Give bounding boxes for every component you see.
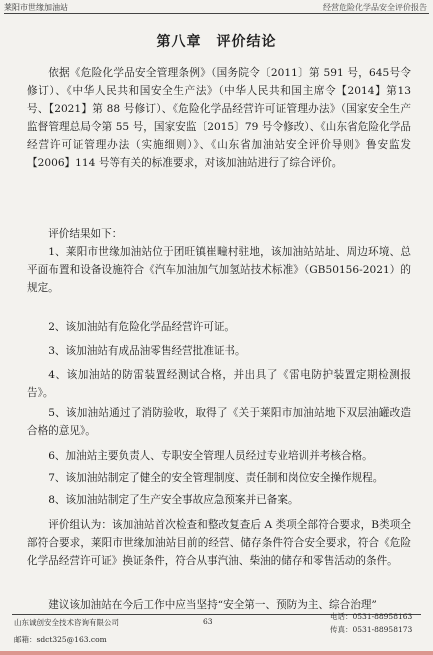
suggestion-paragraph: 建议该加油站在今后工作中应当坚持“安全第一、预防为主、综合治理” [48,599,377,611]
result-item-2: 2、该加油站有危险化学品经营许可证。 [48,321,236,333]
result-item-1: 1、莱阳市世缘加油站位于团旺镇崔疃村驻地，该加油站站址、周边环境、总平面布置和设备设施符合《汽车加油加气加氢站技术标准》（GB50156-2021）的规定。 [27,246,411,294]
header-divider [4,13,429,14]
results-block-5 [27,404,411,440]
result-item-6: 6、加油站主要负责人、专职安全管理人员经过专业培训并考核合格。 [48,450,373,462]
results-heading: 评价结果如下： [48,228,123,240]
conclusion-block [27,516,411,570]
results-block-8 [27,491,411,509]
results-block-4 [27,366,411,402]
footer-fax: 传真：0531-88958173 [330,625,413,634]
result-item-8: 8、该加油站制定了生产安全事故应急预案并已备案。 [48,494,299,506]
result-item-7: 7、该加油站制定了健全的安全管理制度、责任制和岗位安全操作规程。 [48,472,384,484]
results-block-7 [27,469,411,487]
header-left: 莱阳市世缘加油站 [4,3,68,12]
header-right: 经营危险化学品安全评价报告 [323,3,427,12]
bottom-edge-strip [0,651,433,655]
intro-block [27,64,411,172]
chapter-title: 第八章 评价结论 [156,34,277,50]
page-number: 63 [203,617,213,626]
result-item-5: 5、该加油站通过了消防验收，取得了《关于莱阳市加油站地下双层油罐改造合格的意见》。 [27,407,411,437]
results-block-2 [27,318,411,336]
results-block-6 [27,447,411,465]
results-block-3 [27,342,411,360]
result-item-4: 4、该加油站的防雷装置经测试合格，并出具了《雷电防护装置定期检测报告》。 [27,369,411,399]
evaluation-group-opinion: 评价组认为：该加油站首次检查和整改复查后 A 类项全部符合要求，B类项全部符合要求，莱阳市世缘加油站目前的经营、储存条件符合安全要求，符合《危险化学品经营许可证》换证条件，符合从事汽油、柴油的储存和零售活动的条件。 [27,519,411,567]
footer-email: 邮箱：sdct325@163.com [14,635,107,644]
intro-paragraph: 依据《危险化学品安全管理条例》（国务院令〔2011〕第 591 号，645号令修订）、《中华人民共和国安全生产法》（中华人民共和国主席令【2014】第13号、【2021】第 88 号修订）、《危险化学品经营许可证管理办法》（国家安全生产监督管理总局令第 55 号，国家安监〔2015〕79 号令修改）、《山东省危险化学品经营许可证管理办法（实施细则）》、《山东省加油站安全评价导则》鲁安监发【2006】114 号等有关的标准要求，对该加油站进行了综合评价。 [27,67,411,169]
result-item-3: 3、该加油站有成品油零售经营批准证书。 [48,345,246,357]
results-block [27,225,411,297]
footer-company: 山东诚创安全技术咨询有限公司 [14,618,119,627]
footer-phone: 电话：0531-88958163 [330,612,413,621]
